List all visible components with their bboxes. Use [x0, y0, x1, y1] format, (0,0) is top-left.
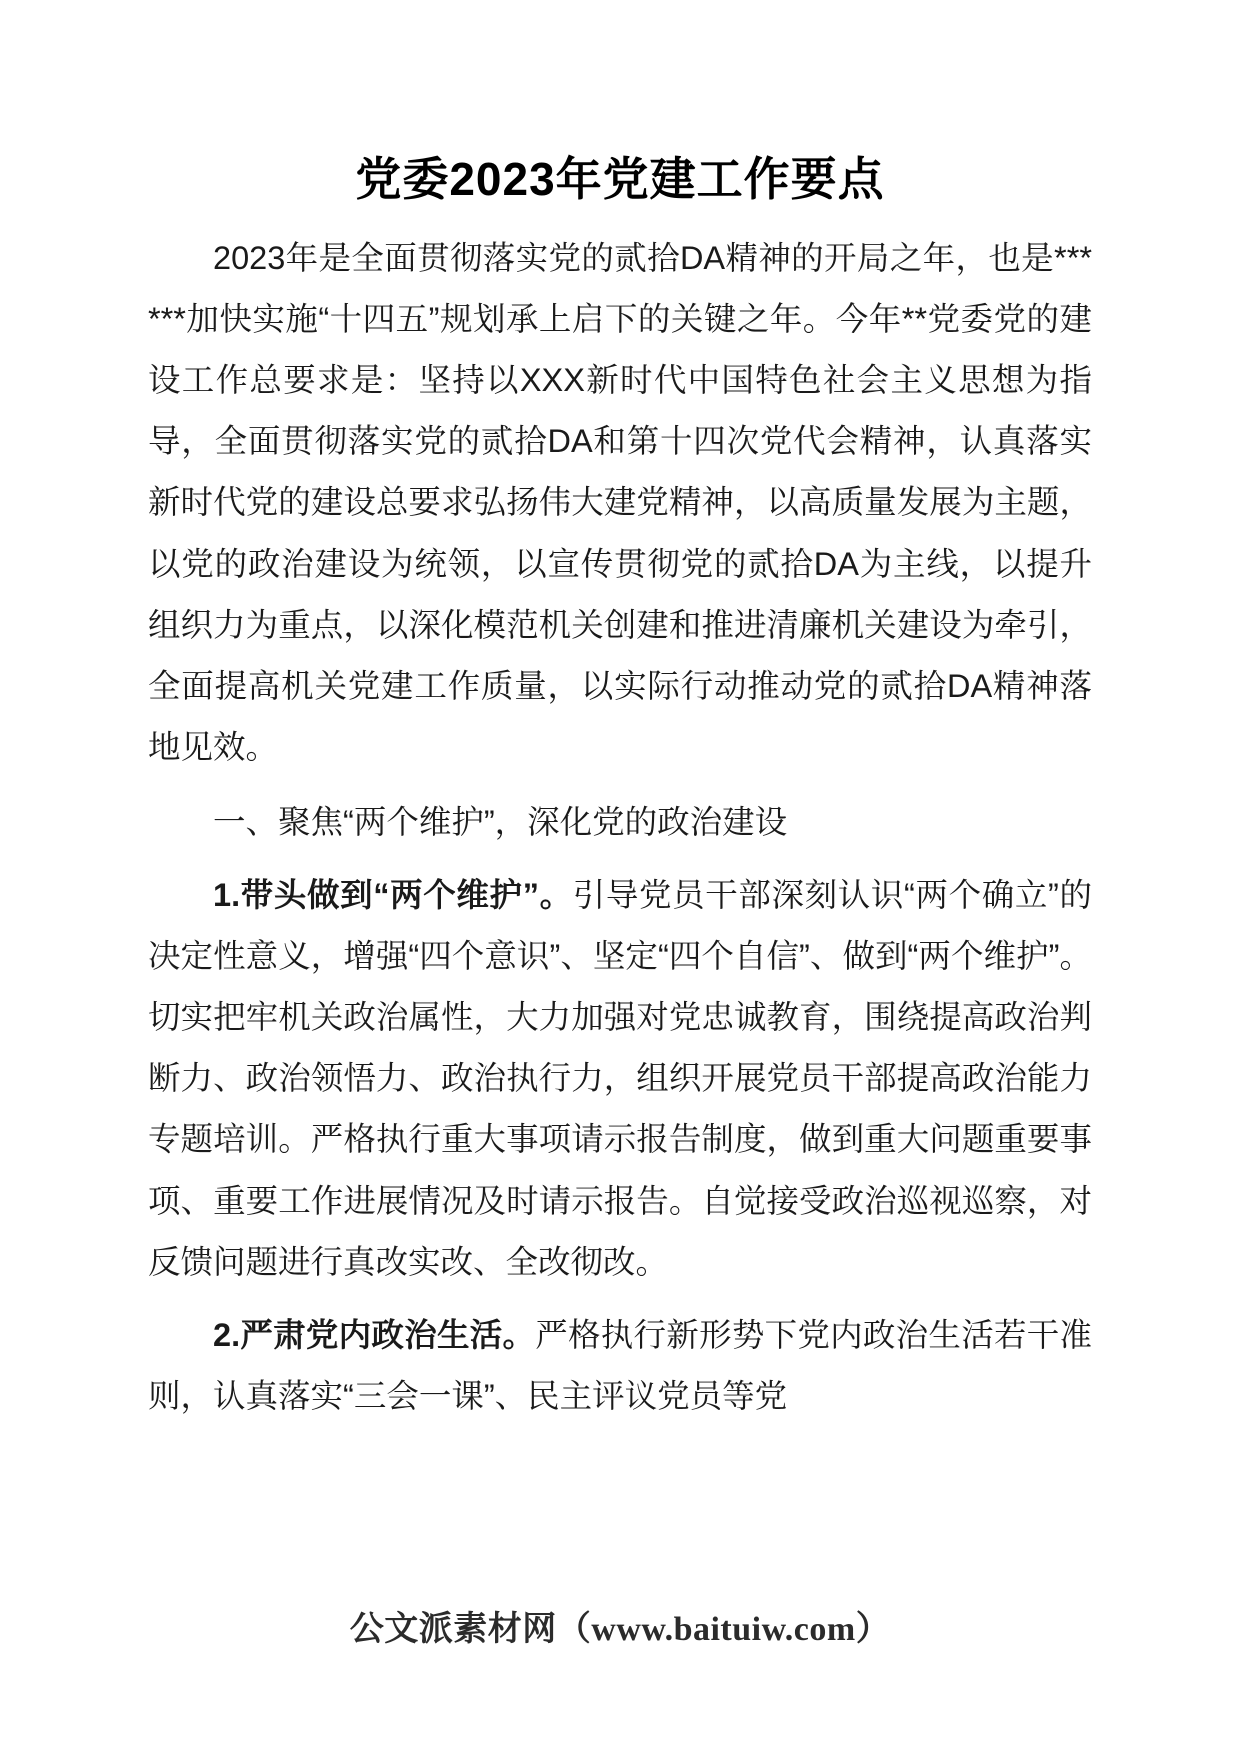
footer-site: （www.baituiw.com） — [556, 1611, 891, 1648]
item-paragraph-1 — [148, 865, 1092, 1293]
footer-watermark — [0, 1601, 1240, 1650]
item-paragraph-2 — [148, 1305, 1092, 1427]
item-1-body: 引导党员干部深刻认识“两个确立”的决定性意义，增强“四个意识”、坚定“四个自信”、做到“两个维护”。切实把牢机关政治属性，大力加强对党忠诚教育，围绕提高政治判断力、政治领悟力、政治执行力，组织开展党员干部提高政治能力专题培训。严格执行重大事项请示报告制度，做到重大问题重要事项、重要工作进展情况及时请示报告。自觉接受政治巡视巡察，对反馈问题进行真改实改、全改彻改。 — [148, 877, 1092, 1280]
footer-brand: 公文派素材网 — [349, 1610, 557, 1648]
section-heading-one: 一、聚焦“两个维护”，深化党的政治建设 — [213, 803, 788, 840]
item-2-lead: 2.严肃党内政治生活。 — [213, 1316, 536, 1353]
item-2-body: 严格执行新形势下党内政治生活若干准则，认真落实“三会一课”、民主评议党员等党 — [148, 1316, 1092, 1414]
item-1-lead: 1.带头做到“两个维护”。 — [213, 877, 573, 914]
intro-paragraph: 2023年是全面贯彻落实党的贰拾DA精神的开局之年，也是******加快实施“十四五”规划承上启下的关键之年。今年**党委党的建设工作总要求是：坚持以XXX新时代中国特色社会主义思想为指导，全面贯彻落实党的贰拾DA和第十四次党代会精神，认真落实新时代党的建设总要求弘扬伟大建党精神，以高质量发展为主题，以党的政治建设为统领，以宣传贯彻党的贰拾DA为主线，以提升组织力为重点，以深化模范机关创建和推进清廉机关建设为牵引，全面提高机关党建工作质量，以实际行动推动党的贰拾DA精神落地见效。 — [148, 240, 1092, 765]
page-title: 党委2023年党建工作要点 — [355, 153, 885, 205]
